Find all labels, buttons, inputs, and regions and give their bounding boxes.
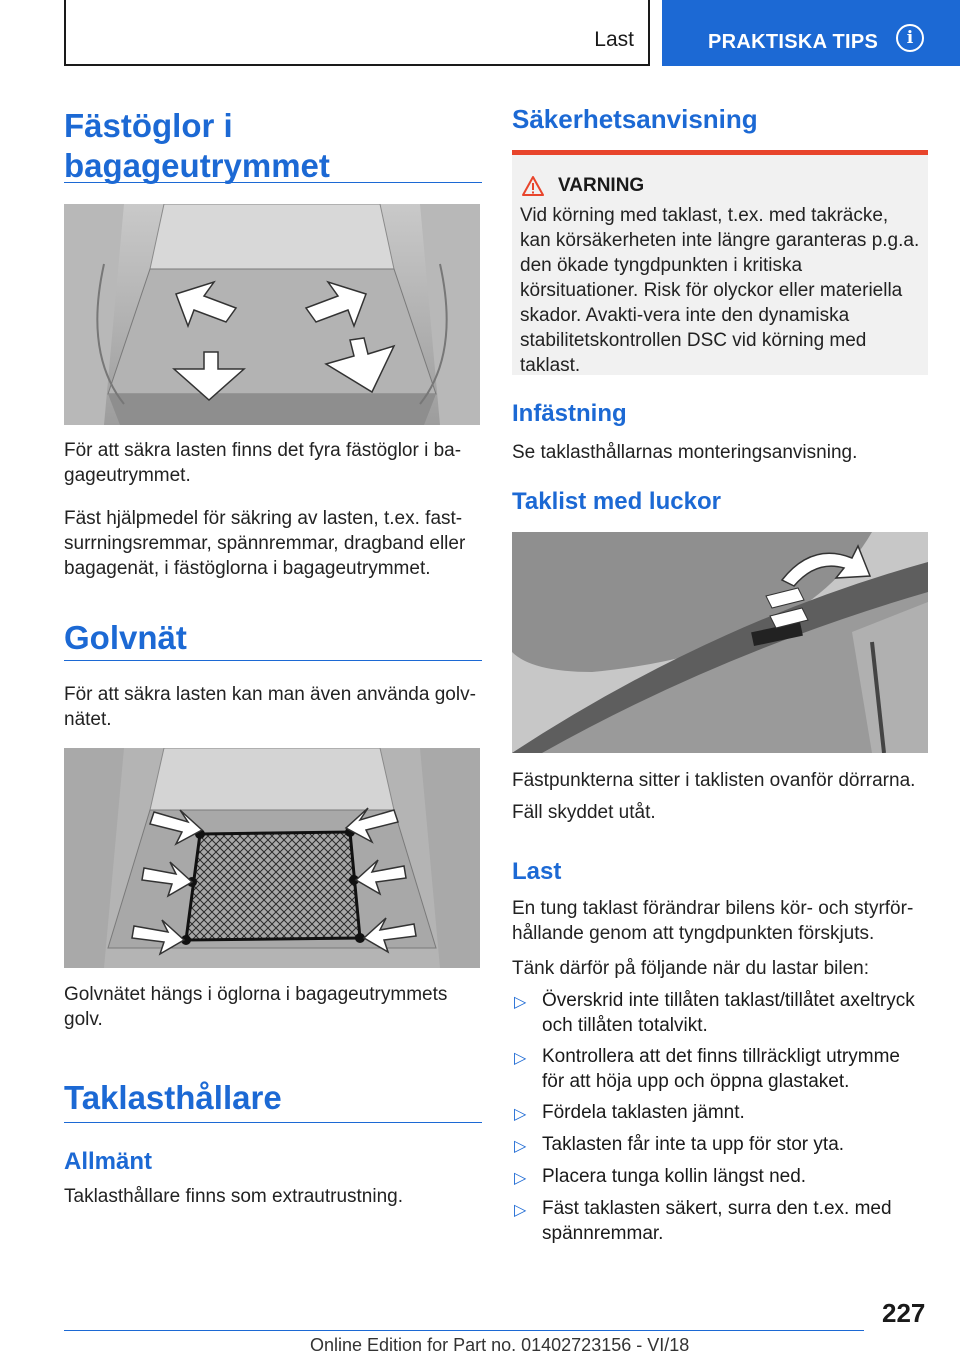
- paragraph: Golvnätet hängs i öglorna i bagageutrymmets golv.: [64, 984, 448, 1030]
- triangle-bullet-icon: ▷: [514, 1138, 527, 1155]
- list-item: [512, 1100, 922, 1125]
- paragraph: Fästpunkterna sitter i taklisten ovanför dörrarna.: [512, 770, 916, 791]
- heading-taklasthallare: Taklasthållare: [64, 1079, 282, 1116]
- triangle-bullet-icon: ▷: [514, 1106, 527, 1123]
- paragraph: För att säkra lasten kan man även använda golv-nätet.: [64, 684, 476, 730]
- list-item: [512, 1132, 922, 1157]
- header-chapter-label: PRAKTISKA TIPS: [708, 31, 879, 53]
- paragraph: Se taklasthållarnas monteringsanvisning.: [512, 442, 858, 463]
- heading-fastoglor: Fästöglor i bagageutrymmet: [64, 107, 330, 184]
- heading-infastning: Infästning: [512, 400, 627, 427]
- trunk-floor-net-image: [64, 748, 480, 968]
- warning-box: [512, 150, 928, 375]
- heading-rule: [64, 1122, 482, 1123]
- triangle-bullet-icon: ▷: [514, 1170, 527, 1187]
- header-section-tab: [64, 0, 650, 66]
- list-item: [512, 1196, 922, 1246]
- warning-text: Vid körning med taklast, t.ex. med takräcke, kan körsäkerheten inte längre garanteras p.g.a. den ökade tyngdpunkten i kritiska körsituationer. Risk för olyckor eller materiella skador. Avakti-vera inte den dynamiska stabilitetskontrollen DSC vid körning med taklast.: [520, 205, 920, 376]
- paragraph: Fäst hjälpmedel för säkring av lasten, t.ex. fast-surrningsremmar, spännremmar, dragband eller bagagenät, i fästöglorna i bagageutrymmet.: [64, 508, 466, 579]
- roof-rail-image: [512, 532, 928, 753]
- header-chapter-tab: [662, 0, 960, 66]
- list-item-text: Överskrid inte tillåten taklast/tillåtet axeltryck och tillåten totalvikt.: [542, 990, 915, 1036]
- heading-last: Last: [512, 858, 562, 885]
- list-item-text: Placera tunga kollin längst ned.: [542, 1166, 807, 1187]
- trunk-tie-downs-image: [64, 204, 480, 425]
- paragraph: Fäll skyddet utåt.: [512, 802, 656, 823]
- triangle-bullet-icon: ▷: [514, 1050, 527, 1067]
- heading-golvnat: Golvnät: [64, 619, 187, 656]
- list-item-text: Fäst taklasten säkert, surra den t.ex. med spännremmar.: [542, 1198, 892, 1244]
- triangle-bullet-icon: ▷: [514, 994, 527, 1011]
- footer-edition: Online Edition for Part no. 01402723156 - VI/18: [310, 1335, 690, 1355]
- heading-taklist: Taklist med luckor: [512, 488, 721, 515]
- warning-title: VARNING: [558, 175, 645, 196]
- page-number: 227: [882, 1298, 926, 1328]
- list-item: [512, 1164, 922, 1189]
- paragraph: En tung taklast förändrar bilens kör- och styrför-hållande genom att tyngdpunkten förskjuts.: [512, 898, 914, 944]
- header-section-label: Last: [594, 28, 634, 51]
- warning-triangle-icon: [522, 175, 544, 197]
- list-item: [512, 988, 922, 1038]
- info-icon: i: [896, 24, 924, 52]
- heading-sakerhetsanvisning: Säkerhetsanvisning: [512, 104, 758, 134]
- paragraph: Taklasthållare finns som extrautrustning.: [64, 1186, 403, 1207]
- heading-rule: [64, 182, 482, 183]
- list-item: [512, 1044, 922, 1094]
- heading-rule: [64, 660, 482, 661]
- triangle-bullet-icon: ▷: [514, 1202, 527, 1219]
- list-item-text: Kontrollera att det finns tillräckligt utrymme för att höja upp och öppna glastaket.: [542, 1046, 900, 1092]
- list-item-text: Fördela taklasten jämnt.: [542, 1102, 745, 1123]
- heading-allmant: Allmänt: [64, 1148, 153, 1175]
- footer-rule: [64, 1330, 864, 1331]
- paragraph: För att säkra lasten finns det fyra fästöglor i ba-gageutrymmet.: [64, 440, 462, 486]
- paragraph: Tänk därför på följande när du lastar bilen:: [512, 958, 869, 979]
- list-item-text: Taklasten får inte ta upp för stor yta.: [542, 1134, 845, 1155]
